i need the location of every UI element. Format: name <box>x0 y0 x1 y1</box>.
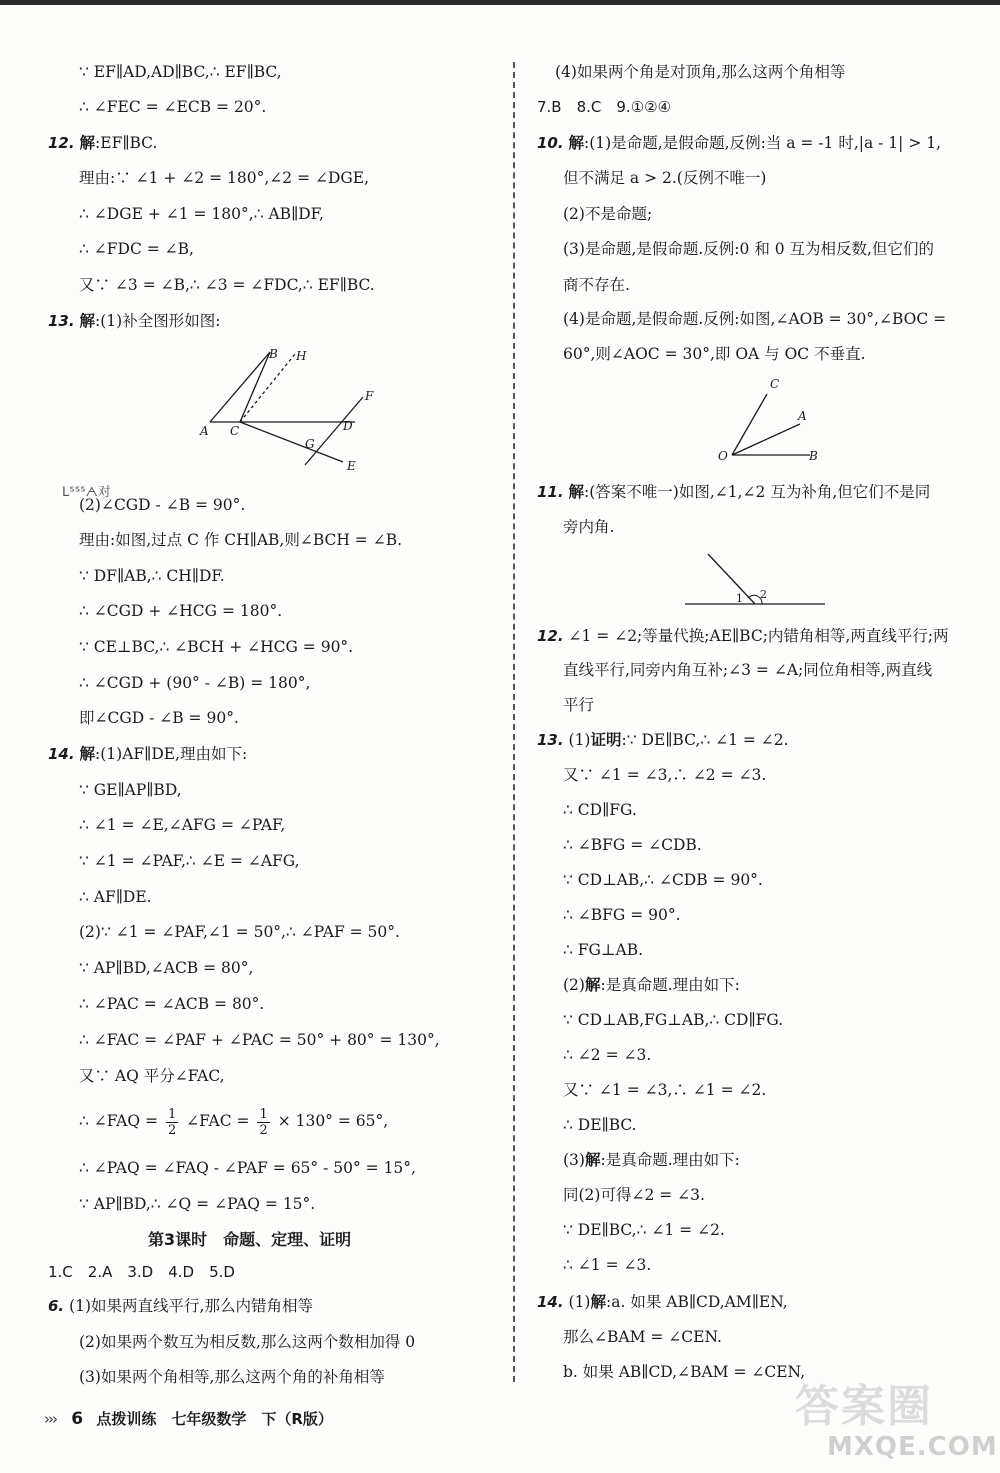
question-number: 12. <box>537 627 564 645</box>
handwritten-scribble: ᒪᔆᔆᔆᗅ对 <box>62 485 111 500</box>
text-line: 但不满足 a > 2.(反例不唯一) <box>563 169 767 187</box>
text-line: 那么∠BAM = ∠CEN. <box>563 1328 722 1346</box>
section-title: 第3课时 命题、定理、证明 <box>148 1230 352 1249</box>
footer-arrows: ››› <box>44 1410 56 1428</box>
text-line: :(1)补全图形如图: <box>95 312 221 330</box>
text-segment: :是真命题.理由如下: <box>600 1151 740 1169</box>
label-f: F <box>365 389 374 403</box>
text-line: :(1)是命题,是假命题,反例:当 a = -1 时,|a - 1| > 1, <box>584 134 942 152</box>
text-line: :(1)AF∥DE,理由如下: <box>95 745 248 763</box>
text-line: ∵ CD⊥AB,∴ ∠CDB = 90°. <box>563 871 763 889</box>
question-10 <box>537 133 941 153</box>
text-line: (3)如果两个角相等,那么这两个角的补角相等 <box>79 1368 385 1386</box>
watermark-text: 答案圈 <box>795 1381 933 1432</box>
text-line: ∵ DF∥AB,∴ CH∥DF. <box>79 567 225 585</box>
text-segment: (2) <box>563 976 585 994</box>
text-segment: (1) <box>568 1293 591 1311</box>
column-divider <box>513 62 515 1382</box>
jie-label: 解 <box>568 133 585 152</box>
text-line: (2)∠CGD - ∠B = 90°. <box>79 496 246 514</box>
text-line: (2)如果两个数互为相反数,那么这两个数相加得 0 <box>79 1333 416 1351</box>
jie-label: 解 <box>590 1292 606 1311</box>
text-line: :∵ DE∥BC,∴ ∠1 = ∠2. <box>621 731 789 749</box>
text-line: 同(2)可得∠2 = ∠3. <box>563 1186 705 1204</box>
line-bc <box>240 352 270 422</box>
text-line: ∴ ∠CGD + (90° - ∠B) = 180°, <box>79 674 311 692</box>
question-14-right <box>537 1292 788 1312</box>
text-line: ∴ ∠PAQ = ∠FAQ - ∠PAF = 65° - 50° = 15°, <box>79 1159 416 1177</box>
text-line: ∴ ∠PAC = ∠ACB = 80°. <box>79 995 265 1013</box>
answers-1-5: 1.C 2.A 3.D 4.D 5.D <box>48 1263 235 1281</box>
label-b: B <box>269 347 278 361</box>
figure-13-diagram <box>195 340 375 480</box>
label-e: E <box>347 459 356 473</box>
label-g: G <box>305 437 315 451</box>
text-line: ∴ ∠CGD + ∠HCG = 180°. <box>79 602 283 620</box>
figure-11-diagram <box>680 546 830 611</box>
text-line <box>537 975 740 995</box>
text-line: (3)是命题,是假命题.反例:0 和 0 互为相反数,但它们的 <box>563 240 934 258</box>
text-line: ∵ DE∥BC,∴ ∠1 = ∠2. <box>563 1221 725 1239</box>
page-footer <box>44 1408 333 1429</box>
text-line: ∵ CD⊥AB,FG⊥AB,∴ CD∥FG. <box>563 1011 784 1029</box>
text-line: ∠1 = ∠2;等量代换;AE∥BC;内错角相等,两直线平行;两 <box>568 627 949 645</box>
text-line-fraction <box>48 1103 388 1139</box>
label-o: O <box>718 449 728 463</box>
question-12 <box>48 133 157 153</box>
jie-label: 解 <box>79 311 96 330</box>
label-b: B <box>809 449 818 463</box>
text-line: (4)是命题,是假命题.反例:如图,∠AOB = 30°,∠BOC = <box>563 310 947 328</box>
text-line: ∴ ∠FEC = ∠ECB = 20°. <box>79 98 267 116</box>
label-a: A <box>200 424 209 438</box>
text-line: ∴ AF∥DE. <box>79 888 152 906</box>
label-c: C <box>230 424 240 438</box>
question-11 <box>537 482 930 502</box>
text-line: 即∠CGD - ∠B = 90°. <box>79 709 239 727</box>
text-line: ∵ AP∥BD,∠ACB = 80°, <box>79 959 254 977</box>
text-line: (4)如果两个角是对顶角,那么这两个角相等 <box>555 63 846 81</box>
question-number: 14. <box>537 1293 564 1311</box>
question-13 <box>48 311 220 331</box>
top-bar <box>0 0 1000 5</box>
question-number: 11. <box>537 483 564 501</box>
fraction-denominator: 2 <box>167 1122 177 1138</box>
question-number: 14. <box>48 745 75 763</box>
watermark-url: MXQE.COM <box>827 1432 998 1462</box>
text-line: 直线平行,同旁内角互补;∠3 = ∠A;同位角相等,两直线 <box>563 661 933 679</box>
text-line: ∴ ∠BFG = 90°. <box>563 906 681 924</box>
book-title: 点拨训练 七年级数学 下（R版） <box>96 1410 333 1428</box>
label-d: D <box>343 419 353 433</box>
text-line: 又∵ ∠1 = ∠3,∴ ∠2 = ∠3. <box>563 766 767 784</box>
text-line: 理由:∵ ∠1 + ∠2 = 180°,∠2 = ∠DGE, <box>79 169 370 187</box>
question-number: 13. <box>537 731 564 749</box>
text-line: ∵ GE∥AP∥BD, <box>79 781 182 799</box>
text-line: ∵ ∠1 = ∠PAF,∴ ∠E = ∠AFG, <box>79 852 300 870</box>
question-12-right <box>537 626 949 646</box>
text-line: (2)不是命题; <box>563 205 653 223</box>
text-segment: ∠FAC = <box>186 1112 250 1130</box>
line-ch-dashed <box>240 354 295 422</box>
zhengming-label: 证明 <box>590 730 622 749</box>
text-segment: :a. 如果 AB∥CD,AM∥EN, <box>606 1293 788 1311</box>
jie-label: 解 <box>568 482 585 501</box>
text-line: (2)∵ ∠1 = ∠PAF,∠1 = 50°,∴ ∠PAF = 50°. <box>79 923 400 941</box>
question-6 <box>48 1296 313 1316</box>
text-line: 商不存在. <box>563 276 630 294</box>
question-number: 6. <box>48 1297 65 1315</box>
jie-label: 解 <box>79 744 96 763</box>
text-line: ∴ CD∥FG. <box>563 801 637 819</box>
page-number: 6 <box>71 1409 84 1429</box>
text-line: ∴ ∠2 = ∠3. <box>563 1046 652 1064</box>
text-line: b. 如果 AB∥CD,∠BAM = ∠CEN, <box>563 1363 806 1381</box>
text-line: 理由:如图,过点 C 作 CH∥AB,则∠BCH = ∠B. <box>79 531 403 549</box>
text-line: ∴ ∠FDC = ∠B, <box>79 240 194 258</box>
angle-label-2: 2 <box>760 588 767 601</box>
line-ab <box>210 352 270 422</box>
text-line <box>537 1150 740 1170</box>
text-line: ∵ CE⊥BC,∴ ∠BCH + ∠HCG = 90°. <box>79 638 354 656</box>
label-h: H <box>296 349 307 363</box>
slant-line <box>708 554 755 604</box>
text-segment: (1) <box>568 731 591 749</box>
text-line: ∴ ∠1 = ∠3. <box>563 1256 652 1274</box>
jie-label: 解 <box>79 133 96 152</box>
text-line: ∴ FG⊥AB. <box>563 941 644 959</box>
text-line: ∵ EF∥AD,AD∥BC,∴ EF∥BC, <box>79 63 282 81</box>
angle-label-1: 1 <box>736 592 743 605</box>
text-line: 旁内角. <box>563 518 615 536</box>
label-c: C <box>770 377 780 391</box>
fraction-numerator: 1 <box>259 1106 268 1122</box>
question-number: 13. <box>48 312 75 330</box>
text-line: 又∵ AQ 平分∠FAC, <box>79 1067 225 1085</box>
text-line: (1)如果两直线平行,那么内错角相等 <box>69 1297 313 1315</box>
question-13-right <box>537 730 789 750</box>
watermark-logo <box>795 1370 998 1470</box>
text-line: ∵ AP∥BD,∴ ∠Q = ∠PAQ = 15°. <box>79 1195 316 1213</box>
ray-oc <box>732 394 767 455</box>
line-ce <box>240 422 343 462</box>
text-line: ∴ DE∥BC. <box>563 1116 637 1134</box>
text-line: :(答案不唯一)如图,∠1,∠2 互为补角,但它们不是同 <box>584 483 931 501</box>
question-14 <box>48 744 247 764</box>
label-a: A <box>798 409 807 423</box>
line-df <box>305 397 363 465</box>
text-line: 又∵ ∠1 = ∠3,∴ ∠1 = ∠2. <box>563 1081 767 1099</box>
text-line: 平行 <box>563 696 595 714</box>
answers-7-9: 7.B 8.C 9.①②④ <box>537 98 672 116</box>
text-line: 又∵ ∠3 = ∠B,∴ ∠3 = ∠FDC,∴ EF∥BC. <box>79 276 375 294</box>
text-line: ∴ ∠DGE + ∠1 = 180°,∴ AB∥DF, <box>79 205 324 223</box>
fraction <box>166 1107 178 1138</box>
text-segment: (3) <box>563 1151 585 1169</box>
fraction-numerator: 1 <box>167 1106 177 1122</box>
jie-label: 解 <box>584 975 601 994</box>
text-line: 60°,则∠AOC = 30°,即 OA 与 OC 不垂直. <box>563 345 866 363</box>
text-line: ∴ ∠FAC = ∠PAF + ∠PAC = 50° + 80° = 130°, <box>79 1031 440 1049</box>
question-number: 12. <box>48 134 75 152</box>
figure-10-diagram <box>712 372 832 472</box>
question-number: 10. <box>537 134 564 152</box>
text-segment: × 130° = 65°, <box>277 1112 389 1130</box>
text-line: :EF∥BC. <box>95 134 158 152</box>
fraction-denominator: 2 <box>259 1122 268 1138</box>
text-segment: :是真命题.理由如下: <box>600 976 740 994</box>
fraction <box>257 1107 269 1138</box>
text-segment: ∴ ∠FAQ = <box>79 1112 158 1130</box>
text-line: ∴ ∠BFG = ∠CDB. <box>563 836 702 854</box>
jie-label: 解 <box>584 1150 601 1169</box>
text-line: ∴ ∠1 = ∠E,∠AFG = ∠PAF, <box>79 816 286 834</box>
ray-oa <box>732 424 800 455</box>
